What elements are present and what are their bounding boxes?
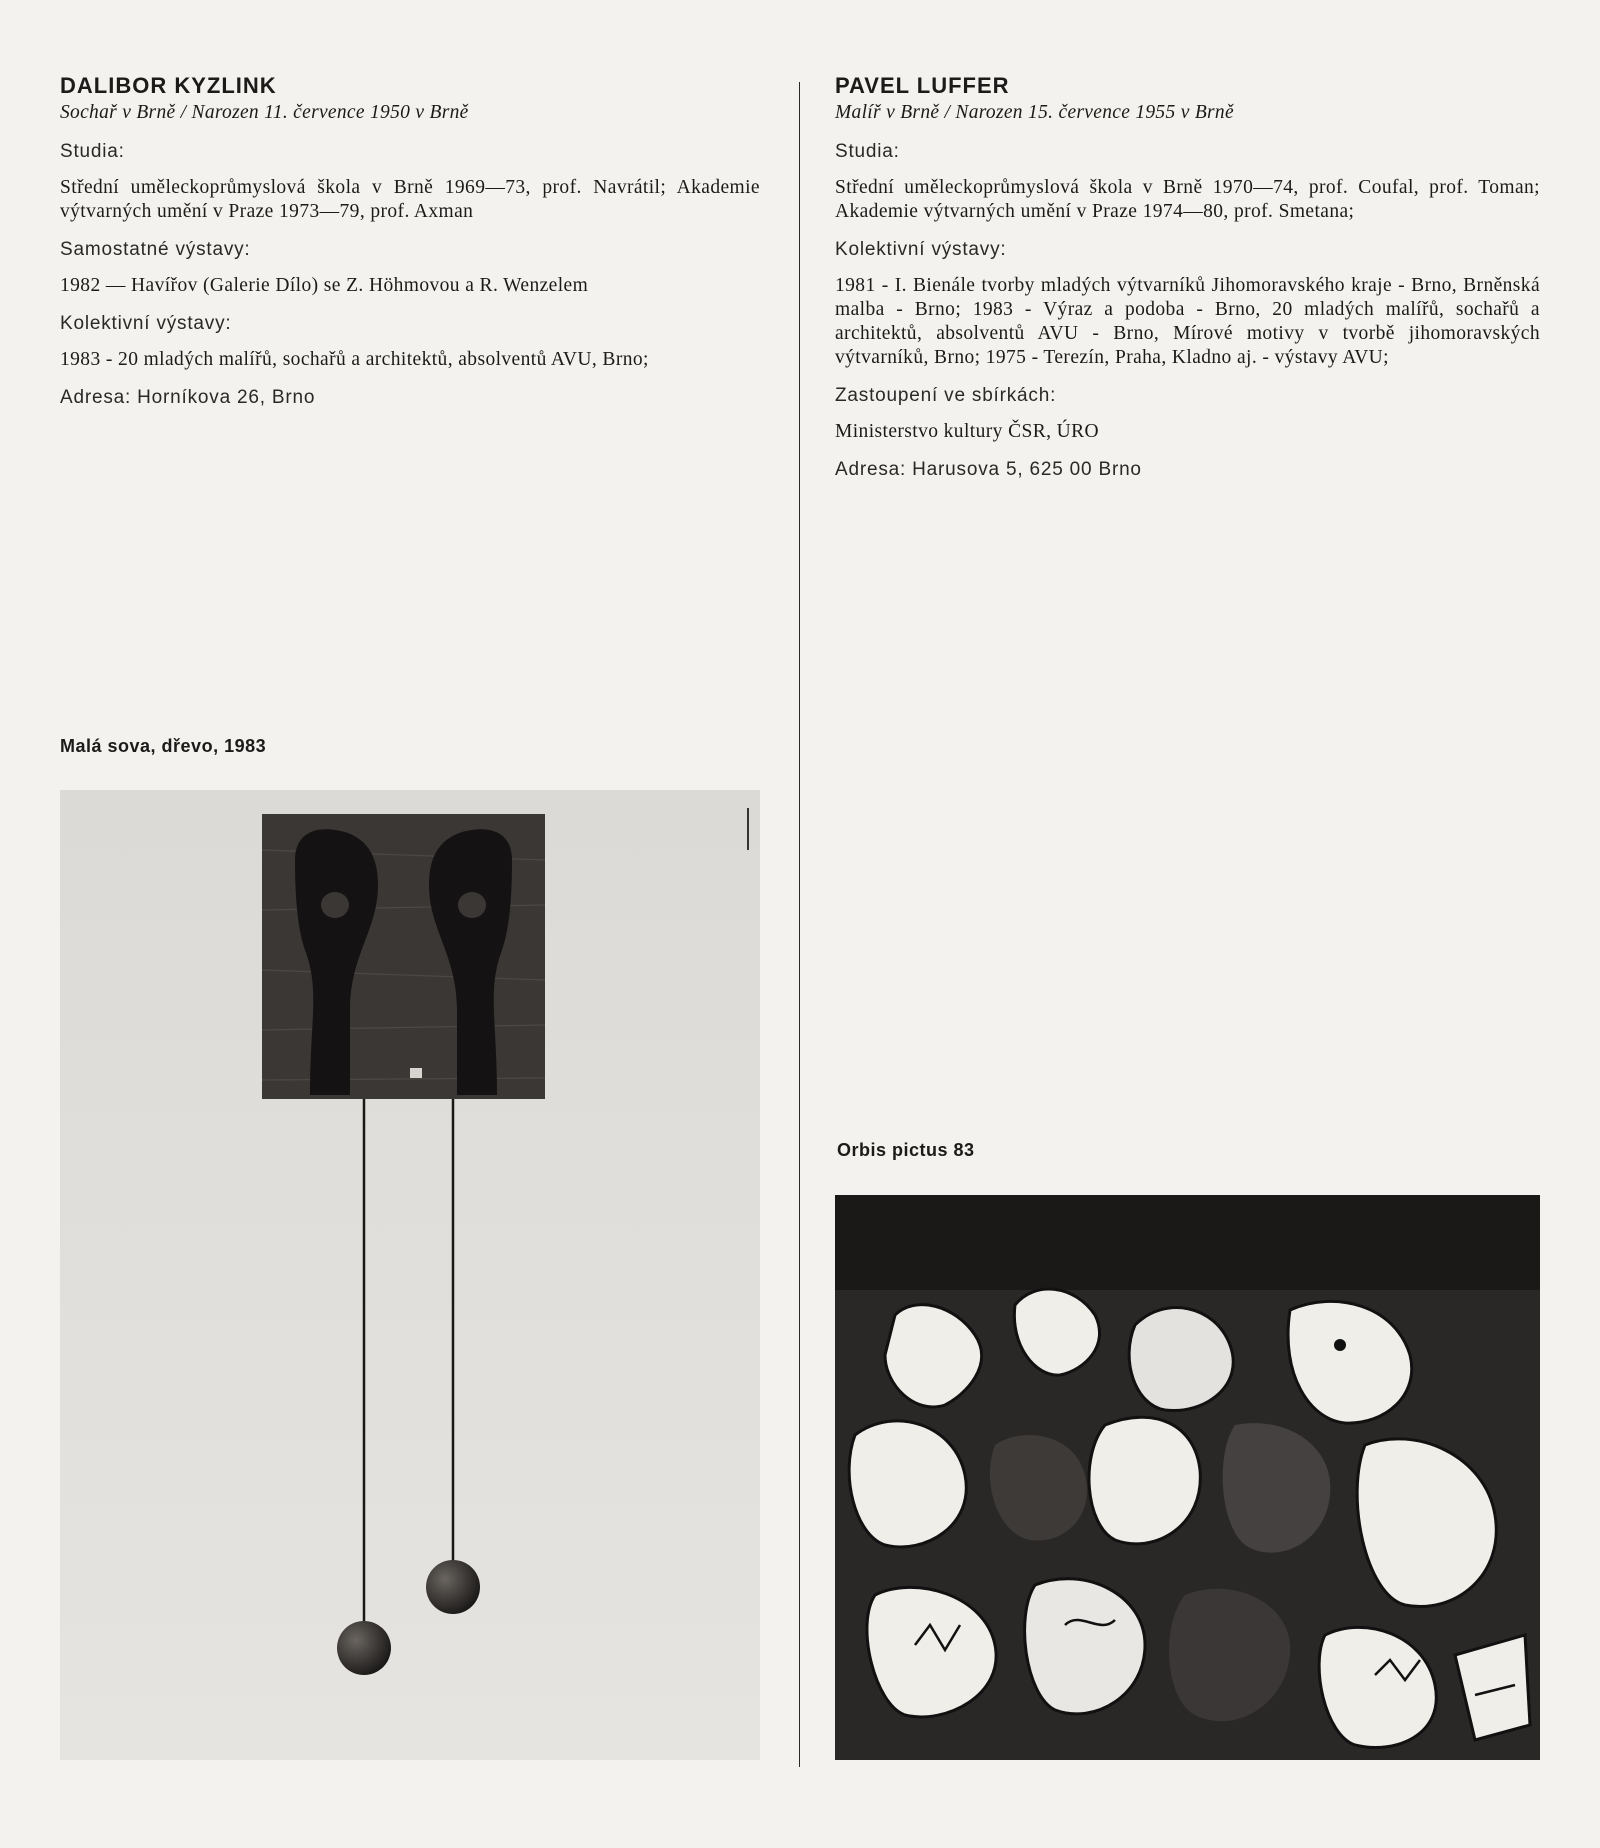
- painting-photo: [835, 1195, 1540, 1760]
- caption-mala-sova: Malá sova, dřevo, 1983: [60, 736, 267, 756]
- kolektivni-text: 1981 - I. Bienále tvorby mladých výtvarníků Jihomoravského kraje - Brno, Brněnská malba - Brno; 1983 - Výraz a podoba - Brno, 20 mladých malířů, sochařů a architektů, absolventů AVU - Brno, Mírové motivy v tvorbě jihomoravských výtvarníků, Brno; 1975 - Terezín, Praha, Kladno aj. - výstavy AVU;: [835, 275, 1540, 368]
- kolektivni-label: Kolektivní výstavy:: [835, 239, 1007, 260]
- column-divider: [799, 82, 800, 1767]
- studia-label: Studia:: [60, 141, 125, 162]
- artist-name: DALIBOR KYZLINK: [60, 73, 277, 98]
- studia-label: Studia:: [835, 141, 900, 162]
- artist-name: PAVEL LUFFER: [835, 73, 1010, 98]
- artist-entry-kyzlink: [60, 72, 760, 410]
- address: Adresa: Horníkova 26, Brno: [60, 387, 316, 408]
- zastoupeni-text: Ministerstvo kultury ČSR, ÚRO: [835, 421, 1100, 442]
- sculpture-photo: [60, 790, 760, 1760]
- artist-entry-luffer: [835, 72, 1540, 482]
- studia-text: Střední uměleckoprůmyslová škola v Brně 1969—73, prof. Navrátil; Akademie výtvarných umění v Praze 1973—79, prof. Axman: [60, 177, 760, 222]
- kolektivni-text: 1983 - 20 mladých malířů, sochařů a architektů, absolventů AVU, Brno;: [60, 349, 649, 370]
- studia-text: Střední uměleckoprůmyslová škola v Brně 1970—74, prof. Coufal, prof. Toman; Akademie výtvarných umění v Praze 1974—80, prof. Smetana;: [835, 177, 1540, 222]
- samostatne-text: 1982 — Havířov (Galerie Dílo) se Z. Höhmovou a R. Wenzelem: [60, 275, 589, 296]
- artist-subtitle: Malíř v Brně / Narozen 15. července 1955 v Brně: [835, 102, 1234, 123]
- caption-orbis-pictus: Orbis pictus 83: [837, 1140, 975, 1160]
- kolektivni-label: Kolektivní výstavy:: [60, 313, 232, 334]
- artist-subtitle: Sochař v Brně / Narozen 11. července 1950 v Brně: [60, 102, 469, 123]
- address: Adresa: Harusova 5, 625 00 Brno: [835, 459, 1142, 480]
- samostatne-label: Samostatné výstavy:: [60, 239, 251, 260]
- zastoupeni-label: Zastoupení ve sbírkách:: [835, 385, 1057, 406]
